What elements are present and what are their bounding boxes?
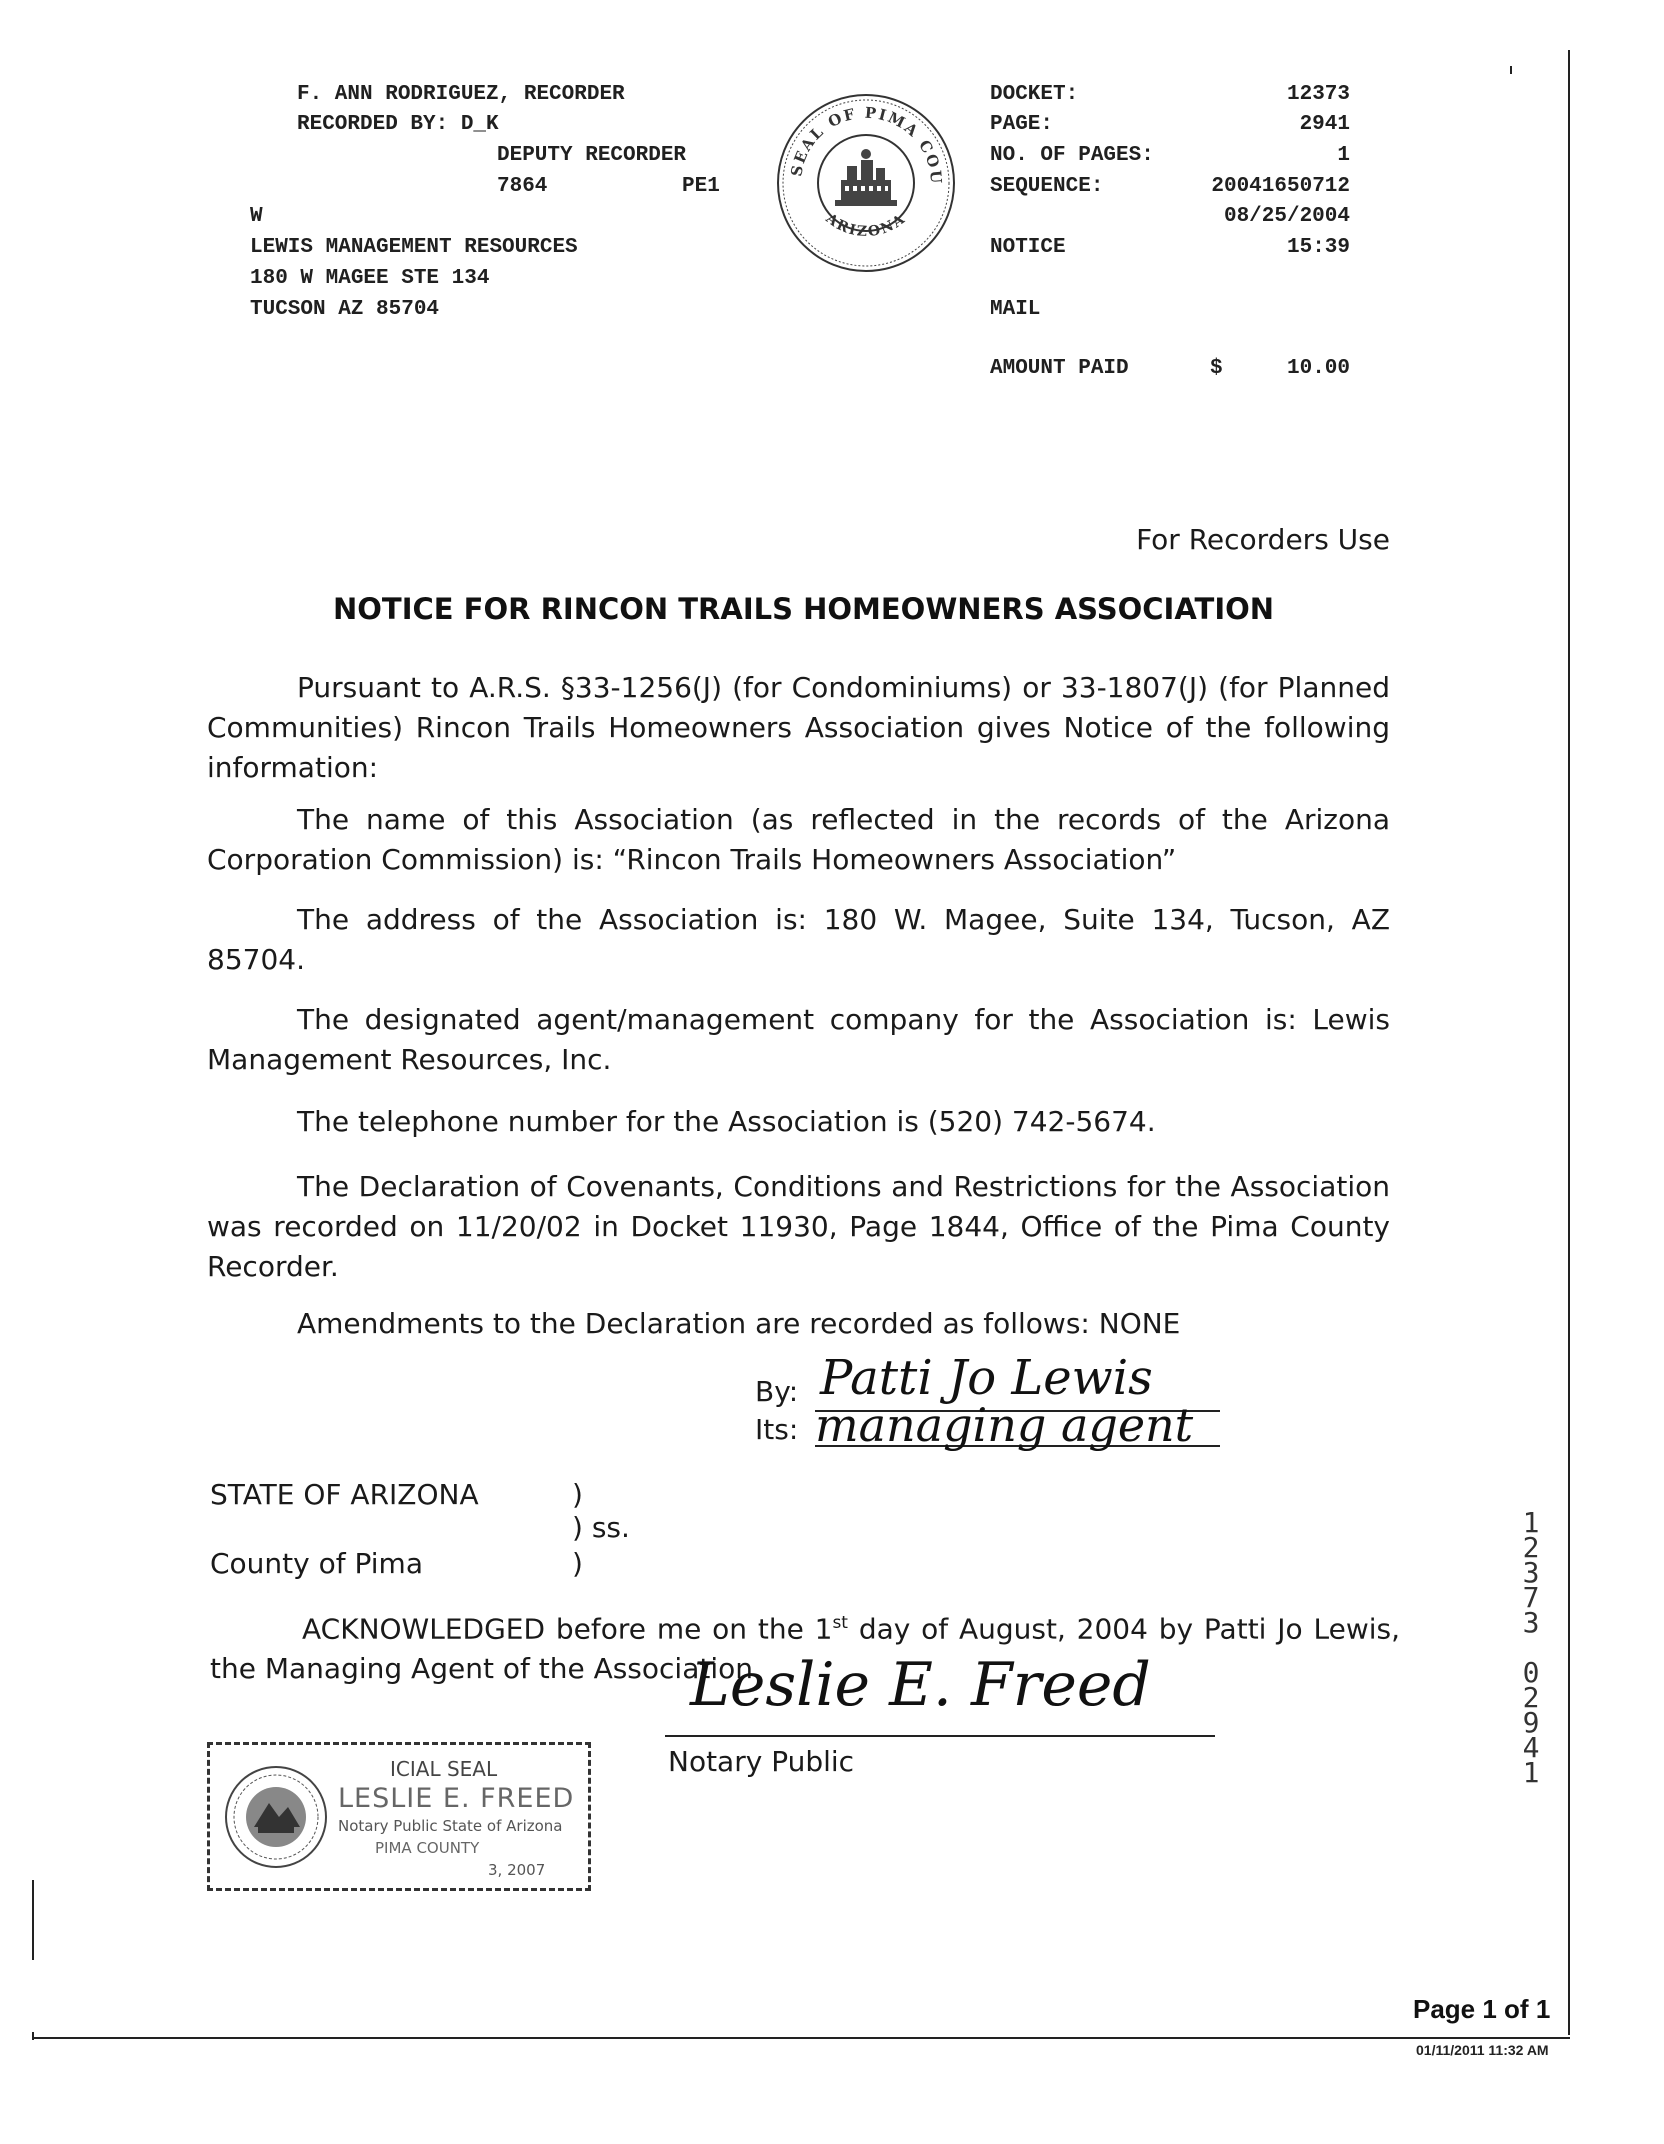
stamp-official-seal: ICIAL SEAL (390, 1757, 498, 1781)
docket-label: DOCKET: (990, 83, 1079, 106)
paragraph-pursuant: Pursuant to A.R.S. §33-1256(J) (for Condominiums) or 33-1807(J) (for Planned Communities) Rincon Trails Homeowners Association gives Notice of the following information: (207, 671, 1390, 784)
stamp-county: PIMA COUNTY (375, 1839, 480, 1857)
mail-city: TUCSON AZ 85704 (250, 298, 440, 321)
recorder-code-left: 7864 (497, 175, 548, 198)
record-time: 15:39 (1286, 236, 1350, 259)
footer-timestamp: 01/11/2011 11:32 AM (1416, 2042, 1549, 2058)
venue-county: County of Pima (210, 1547, 423, 1580)
venue-paren-bottom: ) (572, 1547, 583, 1580)
its-signature: managing agent (815, 1398, 1194, 1452)
page-value: 2941 (1299, 113, 1350, 136)
recorder-name: F. ANN RODRIGUEZ, RECORDER (297, 83, 625, 106)
paragraph-association-name: The name of this Association (as reflected in the records of the Arizona Corporation Commission) is: “Rincon Trails Homeowners Association” (207, 803, 1390, 876)
venue-paren-top: ) (572, 1478, 583, 1511)
stamp-title: Notary Public State of Arizona (338, 1817, 563, 1835)
svg-text:ARIZONA: ARIZONA (822, 210, 910, 241)
acknowledgement: ACKNOWLEDGED before me on the 1st day of August, 2004 by Patti Jo Lewis, the Managing Agent of the Association. (210, 1612, 1401, 1686)
paragraph-agent: The designated agent/management company for the Association is: Lewis Management Resources, Inc. (207, 1003, 1390, 1076)
notary-signature: Leslie E. Freed (690, 1650, 1151, 1720)
margin-tick (1510, 66, 1512, 74)
arizona-seal-icon (224, 1765, 328, 1869)
notary-public-label: Notary Public (668, 1745, 855, 1778)
notary-signature-line (665, 1735, 1215, 1737)
venue-state: STATE OF ARIZONA (210, 1478, 479, 1511)
no-of-pages-value: 1 (1337, 144, 1350, 167)
right-margin-line (1568, 50, 1570, 2035)
docket-value: 12373 (1286, 83, 1350, 106)
mail-label: MAIL (990, 298, 1041, 321)
by-signature: Patti Jo Lewis (820, 1350, 1153, 1406)
pima-county-seal (775, 92, 957, 274)
record-date: 08/25/2004 (1223, 205, 1350, 228)
left-margin-mark (32, 1880, 34, 1960)
amount-paid-value: 10.00 (1286, 357, 1350, 380)
svg-text:THE SEAL OF PIMA COUNTY: SEAL OF PIMA COU (787, 103, 946, 186)
paragraph-address: The address of the Association is: 180 W. Magee, Suite 134, Tucson, AZ 85704. (207, 903, 1390, 976)
mail-street: 180 W MAGEE STE 134 (250, 267, 490, 290)
footer-rule (32, 2037, 1570, 2039)
stamp-expiry: 3, 2007 (488, 1861, 546, 1879)
notary-seal-stamp (207, 1742, 591, 1891)
for-recorders-use: For Recorders Use (1136, 523, 1390, 556)
recorded-by: RECORDED BY: D_K (297, 113, 499, 136)
venue-ss: ) ss. (572, 1511, 630, 1544)
sequence-label: SEQUENCE: (990, 175, 1104, 198)
document-title: NOTICE FOR RINCON TRAILS HOMEOWNERS ASSOCIATION (333, 592, 1275, 626)
deputy-recorder: DEPUTY RECORDER (497, 144, 687, 167)
by-label: By: (755, 1375, 799, 1408)
amount-paid-label: AMOUNT PAID (990, 357, 1129, 380)
paragraph-declaration: The Declaration of Covenants, Conditions and Restrictions for the Association was recorded on 11/20/02 in Docket 11930, Page 1844, Office of the Pima County Recorder. (207, 1170, 1390, 1283)
its-label: Its: (755, 1413, 799, 1446)
mail-company: LEWIS MANAGEMENT RESOURCES (250, 236, 578, 259)
sequence-value: 20041650712 (1211, 175, 1350, 198)
footer-page-number: Page 1 of 1 (1413, 1994, 1551, 2024)
paragraph-telephone: The telephone number for the Association is (520) 742-5674. (297, 1105, 1156, 1138)
stamp-name: LESLIE E. FREED (338, 1783, 575, 1814)
side-docket-stamp: 1 2 3 7 3 0 2 9 4 1 (1522, 1506, 1540, 1789)
page-label: PAGE: (990, 113, 1054, 136)
notice-label: NOTICE (990, 236, 1066, 259)
recorder-w: W (250, 205, 263, 228)
recorder-code-right: PE1 (682, 175, 720, 198)
amount-currency: $ (1210, 357, 1223, 380)
paragraph-amendments: Amendments to the Declaration are recorded as follows: NONE (297, 1307, 1181, 1340)
no-of-pages-label: NO. OF PAGES: (990, 144, 1154, 167)
seal-graphic (775, 92, 957, 274)
